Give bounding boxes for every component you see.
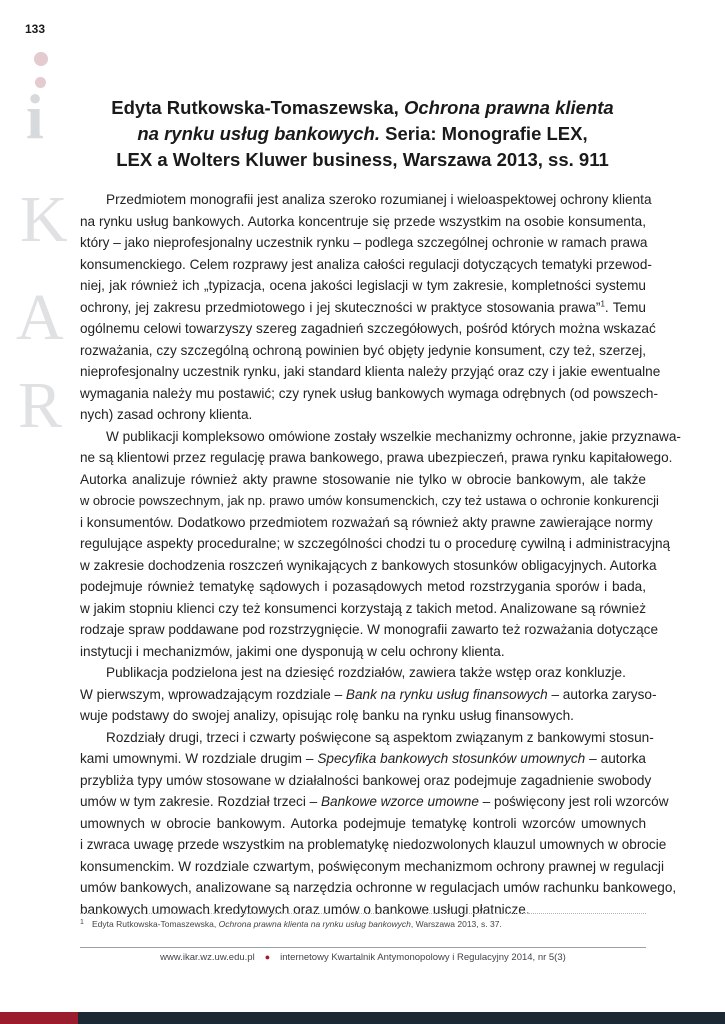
bottom-bar-accent xyxy=(0,1012,78,1024)
text-line: konsumenckiego. Celem rozprawy jest analiza całości regulacji dotyczących tematyki przewod- xyxy=(80,256,652,272)
text-line: w zakresie dochodzenia roszczeń wynikających z bankowych stosunków obligacyjnych. Autorka xyxy=(80,557,657,573)
text-line: na rynku usług bankowych. Autorka koncentruje się przede wszystkim na osobie konsumenta, xyxy=(80,213,646,229)
text-line: rodzaje spraw poddawane pod rozstrzygnięcie. W monografii zawarto też rozważania dotyczące xyxy=(80,622,659,637)
footnote-ref[interactable]: 1 xyxy=(600,298,605,308)
review-title xyxy=(80,95,645,173)
text-fragment: W pierwszym, wprowadzającym rozdziale – xyxy=(80,686,346,702)
chapter-title: Bank na rynku usług finansowych xyxy=(345,686,548,702)
title-series: Seria: Monografie LEX, xyxy=(385,123,588,144)
bullet-icon: ● xyxy=(264,952,271,962)
title-line-2 xyxy=(80,121,645,147)
text-fragment: ochrony, jej zakresu przedmiotowego i jej skuteczności w praktyce stosowania prawa” xyxy=(80,299,601,315)
text-line: Rozdziały drugi, trzeci i czwarty poświęcone są aspektom związanym z bankowymi stosun- xyxy=(106,729,654,745)
text-line: umów bankowych, analizowane są narzędzia ochronne w regulacjach umów rachunku bankowego, xyxy=(80,880,677,895)
title-line-1 xyxy=(80,95,645,121)
text-fragment: kami umownymi. W rozdziale drugim – xyxy=(80,751,318,766)
text-line xyxy=(80,297,646,319)
page-number: 133 xyxy=(25,22,46,36)
text-line: Przedmiotem monografii jest analiza szeroko rozumianej i wieloaspektowej ochrony klienta xyxy=(106,192,652,207)
title-publisher: LEX a Wolters Kluwer business, Warszawa 2013, ss. 911 xyxy=(116,149,609,170)
text-line: w obrocie powszechnym, jak np. prawo umów konsumenckich, czy też ustawa o ochronie konkurencji xyxy=(80,493,659,508)
chapter-title: Specyfika bankowych stosunków umownych xyxy=(317,751,586,766)
footnote-divider xyxy=(80,913,646,914)
text-line: nieprofesjonalny uczestnik rynku, jaki standard klienta należy przyjąć oraz czy i jakie ewentualne xyxy=(80,364,661,379)
text-line: i konsumentów. Dodatkowo przedmiotem rozważań są również akty prawne zawierające normy xyxy=(80,514,653,530)
text-line: W publikacji kompleksowo omówione zostały wszelkie mechanizmy ochronne, jakie przyznawa- xyxy=(106,428,681,444)
footnote-rest: , Warszawa 2013, s. 37. xyxy=(410,919,502,929)
footnote xyxy=(80,919,646,929)
page-footer xyxy=(80,952,646,963)
logo-letter-a: A xyxy=(16,281,64,354)
text-line xyxy=(80,748,646,770)
logo-dot-large xyxy=(34,52,48,66)
text-line: i zwraca uwagę przede wszystkim na problematykę niedozwolonych klauzul umownych w obrocie xyxy=(80,837,667,852)
footer-url-link[interactable]: www.ikar.wz.uw.edu.pl xyxy=(160,952,255,963)
paragraph-1 xyxy=(80,189,661,426)
text-fragment: umów w tym zakresie. Rozdział trzeci – xyxy=(80,794,321,809)
paragraph-4 xyxy=(80,727,677,921)
journal-logo xyxy=(14,40,68,442)
text-line: podejmuje również tematykę sądowych i pozasądowych metod rozstrzygania sporów i bada, xyxy=(80,579,646,594)
text-line: wuje podstawy do swojej analizy, opisując rolę banku na rynku usług finansowych. xyxy=(80,708,574,723)
text-line: ne są klientowi przez regulację prawa bankowego, prawa ubezpieczeń, prawa rynku kapitałowego. xyxy=(80,450,673,465)
footnote-title: Ochrona prawna klienta na rynku usług bankowych xyxy=(218,919,411,929)
text-line: Autorka analizuje również akty prawne stosowanie nie tylko w obrocie bankowym, ale także xyxy=(80,471,646,487)
text-fragment: – poświęcony jest roli wzorców xyxy=(478,794,669,809)
footnote-number: 1 xyxy=(80,919,84,926)
text-line: ogólnemu celowi towarzyszy szereg zagadnień szczegółowych, pośród których można wskazać xyxy=(80,321,656,336)
footnote-author: Edyta Rutkowska-Tomaszewska, xyxy=(92,919,219,929)
text-line: Publikacja podzielona jest na dziesięć rozdziałów, zawiera także wstęp oraz konkluzje. xyxy=(106,665,626,680)
logo-letter-r: R xyxy=(18,369,63,442)
paragraph-2 xyxy=(80,426,681,663)
text-line: nych) zasad ochrony klienta. xyxy=(80,407,253,422)
body-text xyxy=(80,189,681,920)
text-fragment: – autorka xyxy=(585,751,646,766)
logo-letter-k: K xyxy=(20,183,68,256)
bottom-bar xyxy=(0,1012,725,1024)
chapter-title: Bankowe wzorce umowne xyxy=(320,794,479,809)
text-line: bankowych umowach kredytowych oraz umów o bankowe usługi płatnicze. xyxy=(80,901,530,917)
text-line: rozważania, czy szczególną ochroną powinien być objęty jedynie konsument, czy też, szerzej, xyxy=(80,342,646,358)
text-line: instytucji i mechanizmów, jakimi one dysponują w celu ochrony klienta. xyxy=(80,643,505,659)
text-line: niej, jak również ich „typizacja, ocena jakości legislacji w tym zakresie, kompletności systemu xyxy=(80,278,646,293)
title-author: Edyta Rutkowska-Tomaszewska, xyxy=(111,97,399,118)
text-fragment: – autorka zaryso- xyxy=(547,686,657,702)
text-line: wymagania należy mu postawić; czy rynek usług bankowych wymaga odrębnych (od powszech- xyxy=(80,385,659,401)
footer-divider xyxy=(80,947,646,948)
logo-letter-i: i xyxy=(26,81,44,152)
text-line xyxy=(80,684,657,706)
text-line: w jakim stopniu klienci czy też konsumenci korzystają z takich metod. Analizowane są również xyxy=(80,600,646,616)
text-line: konsumenckim. W rozdziale czwartym, poświęconym mechanizmom ochrony prawnej w regulacji xyxy=(80,858,664,874)
text-fragment: . Temu xyxy=(604,299,646,315)
title-book-part-2: na rynku usług bankowych. xyxy=(137,123,380,144)
footer-journal: internetowy Kwartalnik Antymonopolowy i Regulacyjny 2014, nr 5(3) xyxy=(280,952,566,963)
text-line: regulujące aspekty proceduralne; w szczególności chodzi tu o procedurę cywilną i administracyjną xyxy=(80,536,671,551)
paragraph-3 xyxy=(80,662,657,727)
text-line: umownych w obrocie bankowym. Autorka podejmuje tematykę kontroli wzorców umownych xyxy=(80,815,646,831)
text-line: który – jako nieprofesjonalny uczestnik rynku – podlega szczególnej ochronie w ramach prawa xyxy=(80,235,648,250)
text-line xyxy=(80,791,669,813)
text-line: przybliża typy umów stosowane w działalności bankowej oraz podejmuje zagadnienie swobody xyxy=(80,772,652,788)
title-book-part-1: Ochrona prawna klienta xyxy=(403,97,614,118)
